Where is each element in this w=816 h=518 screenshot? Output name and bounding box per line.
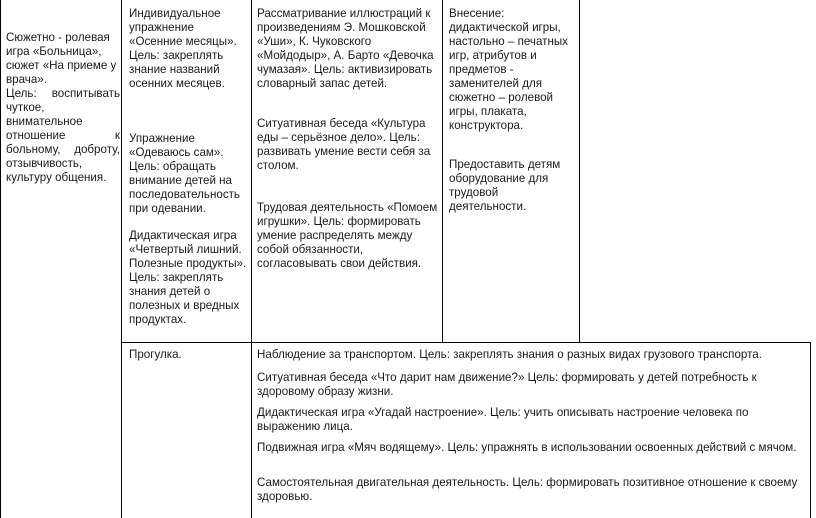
walk-item-3: Дидактическая игра «Угадай настроение». Цель: учить описывать настроение человека по выражению лица.: [257, 406, 749, 433]
walk-item-2: Ситуативная беседа «Что дарит нам движение?» Цель: формировать у детей потребность к здоровому образу жизни.: [257, 371, 757, 398]
walk-item-1: Наблюдение за транспортом. Цель: закреплять знания о разных видах грузового транспорта.: [257, 348, 762, 361]
exercise-3: Дидактическая игра «Четвертый лишний. Полезные продукты». Цель: закреплять знания детей о полезных и вредных продуктах.: [129, 229, 247, 326]
game-title: Сюжетно - ролевая игра «Больница», сюжет «На приеме у врача».: [6, 31, 117, 86]
exercise-2: Упражнение «Одеваюсь сам». Цель: обращать внимание детей на последовательность при одевании.: [129, 132, 240, 215]
game-goal: Цель: воспитывать чуткое, внимательное отношение к больному, доброту, отзывчивость, культуру общения.: [6, 87, 120, 184]
walk-item-5: Самостоятельная двигательная деятельность. Цель: формировать позитивное отношение к своему здоровью.: [257, 476, 798, 503]
table-border-col2: [121, 0, 122, 518]
game-cell: [6, 31, 120, 185]
table-border-col3: [251, 0, 252, 518]
activity-1: Рассматривание иллюстраций к произведениям Э. Мошковской «Уши», К. Чуковского «Мойдодыр», А. Барто «Девочка чумазая». Цель: активизировать словарный запас детей.: [257, 7, 434, 90]
walk-label: Прогулка.: [129, 348, 182, 361]
environment-1: Внесение: дидактической игры, настольно – печатных игр, атрибутов и предметов - заменителей для сюжетно – ролевой игры, плаката, конструктора.: [449, 7, 568, 132]
activity-3: Трудовая деятельность «Помоем игрушки». Цель: формировать умение распределять между собой обязанности, согласовывать свои действия.: [257, 201, 438, 270]
table-border-col5: [579, 0, 580, 342]
table-border-left: [0, 0, 1, 518]
activity-2: Ситуативная беседа «Культура еды – серьёзное дело». Цель: развивать умение вести себя за столом.: [257, 117, 431, 172]
table-row-divider: [121, 342, 811, 343]
environment-2: Предоставить детям оборудование для трудовой деятельности.: [449, 158, 561, 213]
table-border-right: [810, 342, 811, 518]
table-border-col4: [442, 0, 443, 342]
exercise-1: Индивидуальное упражнение «Осенние месяцы». Цель: закреплять знание названий осенних месяцев.: [129, 7, 237, 90]
walk-item-4: Подвижная игра «Мяч водящему». Цель: упражнять в использовании освоенных действий с мячом.: [257, 441, 797, 454]
